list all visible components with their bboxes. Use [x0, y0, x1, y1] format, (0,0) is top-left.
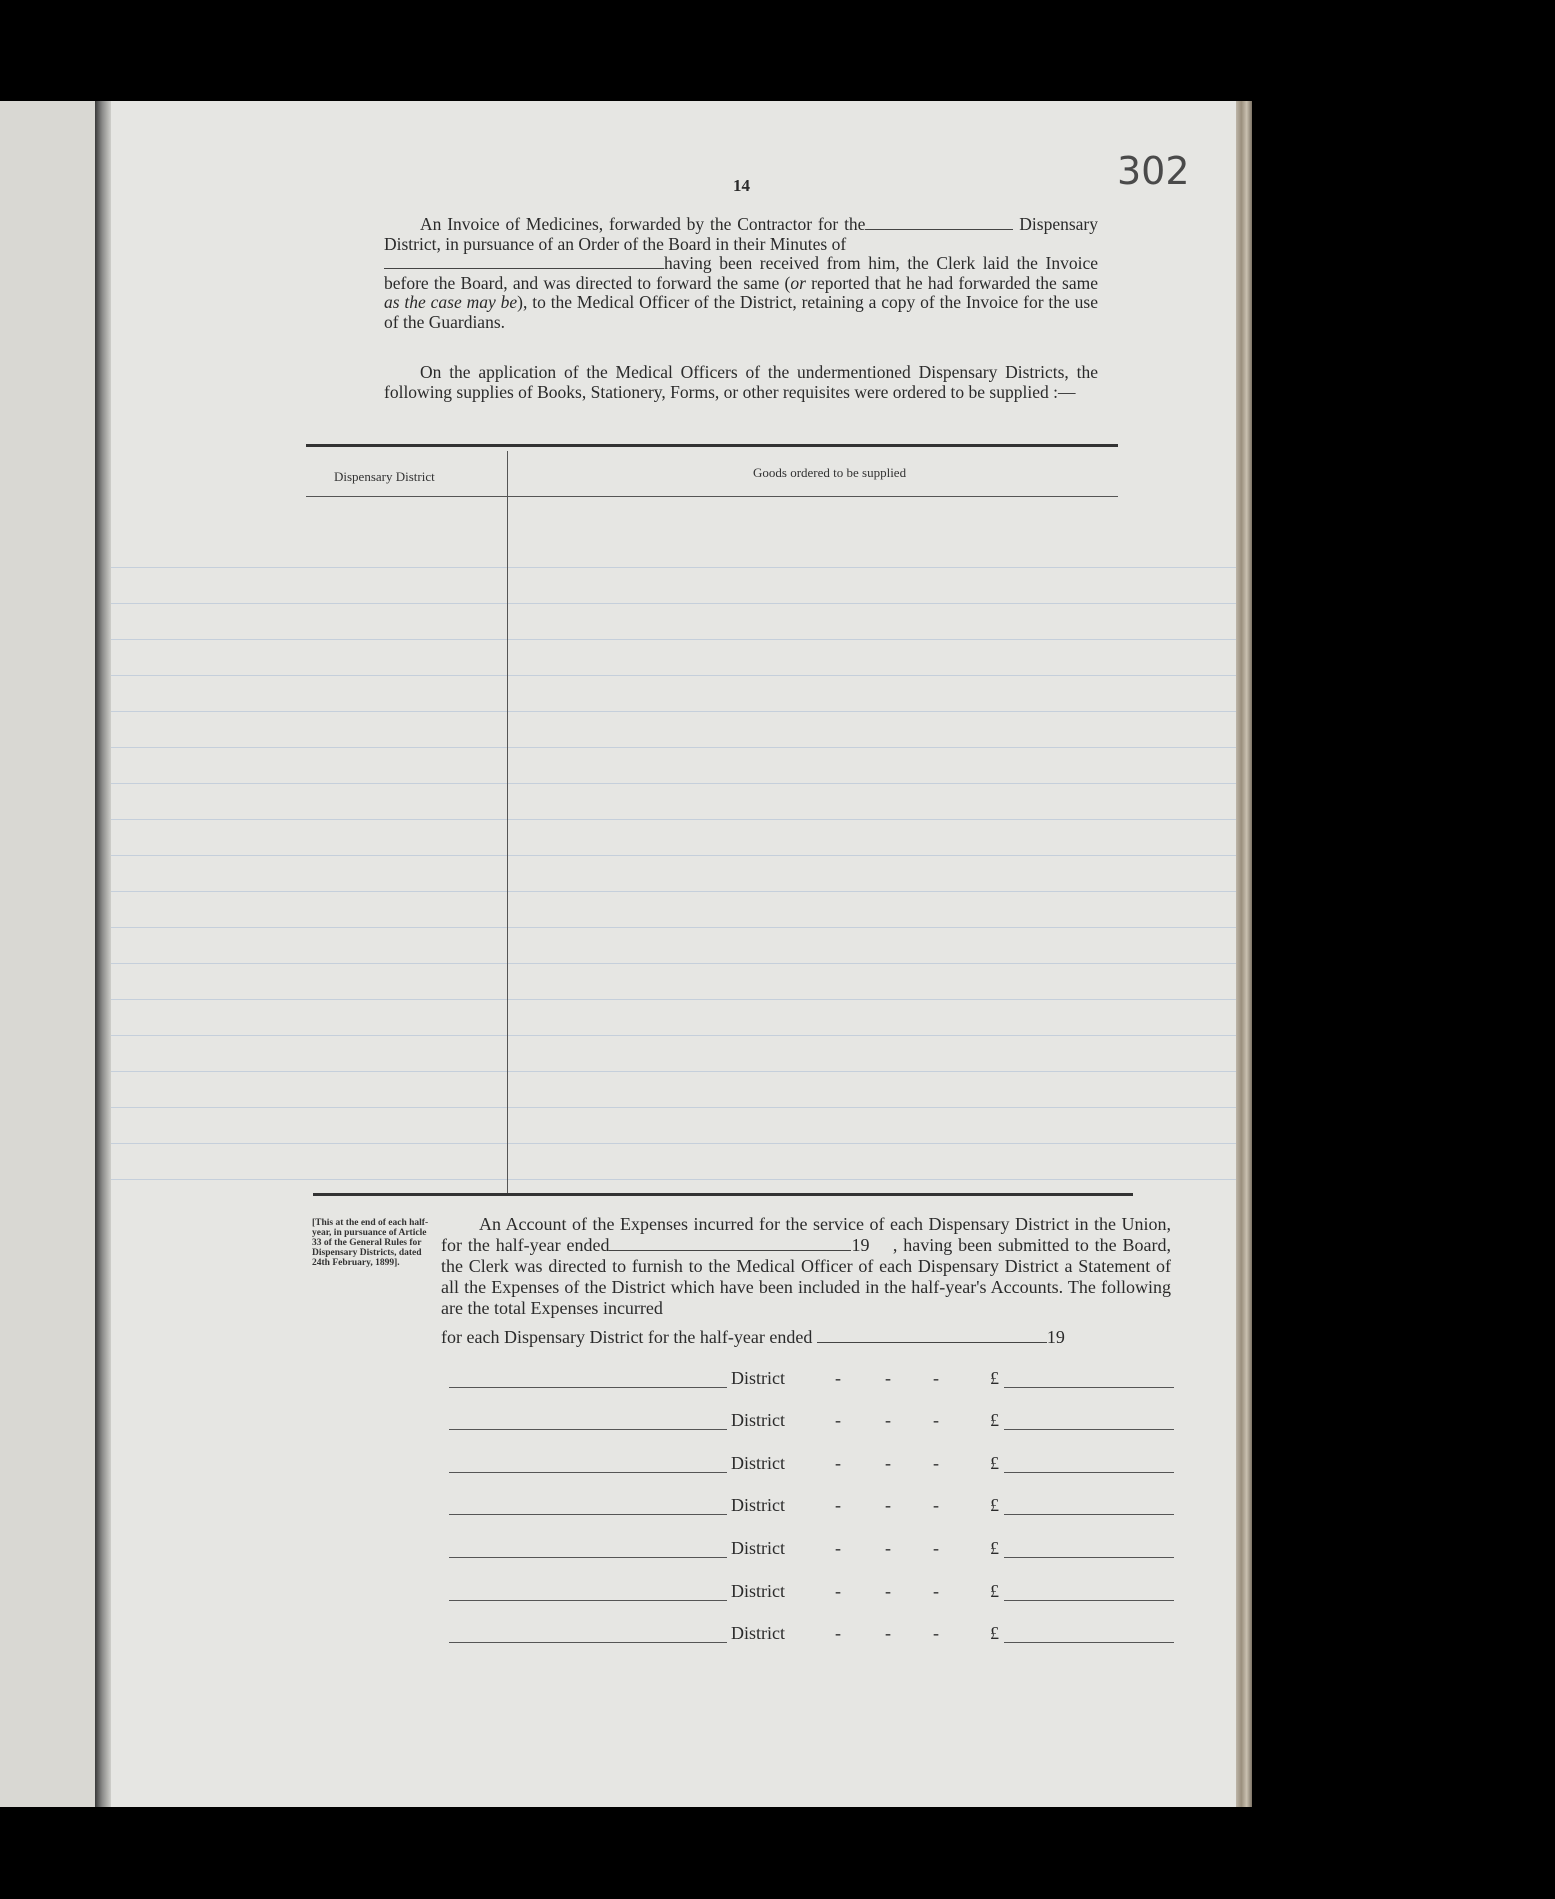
- ruled-line: [111, 1143, 1236, 1144]
- district-name-blank: [449, 1600, 727, 1601]
- ruled-line: [111, 1179, 1236, 1180]
- leader-dash: -: [885, 1623, 891, 1643]
- amount-blank: [1004, 1514, 1174, 1515]
- pound-sign: £: [990, 1495, 999, 1515]
- application-paragraph: On the application of the Medical Officers of the undermentioned Dispensary Districts, the following supplies of Books, Stationery, Forms, or other requisites were ordered to be supplied :—: [384, 362, 1098, 402]
- leader-dash: -: [933, 1623, 939, 1643]
- amount-blank: [1004, 1557, 1174, 1558]
- invoice-text-4: reported that he had forwarded the same: [805, 272, 1098, 293]
- district-name-blank: [449, 1429, 727, 1430]
- district-label: District: [731, 1368, 785, 1388]
- district-name-blank: [449, 1557, 727, 1558]
- book-gutter: [95, 101, 111, 1807]
- district-label: District: [731, 1410, 785, 1430]
- district-row: [449, 1536, 1174, 1562]
- district-row: [449, 1451, 1174, 1477]
- table-header-rule: [306, 496, 1118, 497]
- leader-dash: -: [835, 1368, 841, 1388]
- district-name-blank: [449, 1514, 727, 1515]
- account-year-2: 19: [1046, 1327, 1065, 1347]
- folio-number: 302: [1117, 149, 1190, 193]
- ruled-line: [111, 711, 1236, 712]
- ruled-line: [111, 1035, 1236, 1036]
- leader-dash: -: [933, 1410, 939, 1430]
- leader-dash: -: [933, 1581, 939, 1601]
- amount-blank: [1004, 1472, 1174, 1473]
- district-row: [449, 1493, 1174, 1519]
- column-header-district: Dispensary District: [334, 469, 435, 484]
- amount-blank: [1004, 1429, 1174, 1430]
- pound-sign: £: [990, 1623, 999, 1643]
- leader-dash: -: [885, 1581, 891, 1601]
- ruled-line: [111, 891, 1236, 892]
- ruled-line: [111, 927, 1236, 928]
- ruled-line: [111, 819, 1236, 820]
- table-top-rule: [306, 444, 1118, 447]
- leader-dash: -: [933, 1538, 939, 1558]
- district-row: [449, 1366, 1174, 1392]
- table-column-divider: [507, 451, 508, 1193]
- ruled-line: [111, 855, 1236, 856]
- amount-blank: [1004, 1387, 1174, 1388]
- invoice-text-1: An Invoice of Medicines, forwarded by the Contractor for the: [420, 214, 866, 234]
- ruled-line: [111, 639, 1236, 640]
- ruled-line: [111, 603, 1236, 604]
- amount-blank: [1004, 1642, 1174, 1643]
- half-year-blank-2: [817, 1341, 1047, 1343]
- district-label: District: [731, 1538, 785, 1558]
- ruled-line: [111, 963, 1236, 964]
- contractor-blank: [865, 228, 1013, 230]
- account-year-1: 19: [851, 1235, 870, 1255]
- ruled-line: [111, 1071, 1236, 1072]
- pound-sign: £: [990, 1410, 999, 1430]
- invoice-text-2: Dispensary District, in pursuance of an Order of the Board in their Minutes of: [384, 214, 1099, 254]
- leader-dash: -: [885, 1410, 891, 1430]
- pound-sign: £: [990, 1538, 999, 1558]
- leader-dash: -: [885, 1368, 891, 1388]
- invoice-paragraph: [384, 215, 1098, 332]
- ruled-line: [111, 783, 1236, 784]
- leader-dash: -: [933, 1453, 939, 1473]
- district-label: District: [731, 1581, 785, 1601]
- ruled-line: [111, 675, 1236, 676]
- pound-sign: £: [990, 1368, 999, 1388]
- ruled-line: [111, 999, 1236, 1000]
- district-row: [449, 1408, 1174, 1434]
- leader-dash: -: [885, 1453, 891, 1473]
- page-edge: [1236, 101, 1252, 1807]
- facing-page: [0, 101, 98, 1807]
- document-page: [111, 101, 1236, 1807]
- ruled-line: [111, 1107, 1236, 1108]
- ruled-line: [111, 567, 1236, 568]
- account-text-2: , having been submitted to the Board, the Clerk was directed to furnish to the Medical Officer of each Dispensary District a Statement of all the Expenses of the District which have been included in the half-year's Accounts. The following are the total Expenses incurred: [441, 1235, 1172, 1318]
- district-name-blank: [449, 1387, 727, 1388]
- leader-dash: -: [835, 1538, 841, 1558]
- district-name-blank: [449, 1472, 727, 1473]
- leader-dash: -: [933, 1368, 939, 1388]
- leader-dash: -: [885, 1495, 891, 1515]
- district-label: District: [731, 1623, 785, 1643]
- amount-blank: [1004, 1600, 1174, 1601]
- district-row: [449, 1579, 1174, 1605]
- ruled-line: [111, 747, 1236, 748]
- leader-dash: -: [933, 1495, 939, 1515]
- table-bottom-rule: [313, 1193, 1133, 1196]
- invoice-text-5: ), to the Medical Officer of the District, retaining a copy of the Invoice for the use of the Guardians.: [384, 292, 1098, 332]
- district-name-blank: [449, 1642, 727, 1643]
- invoice-text-3: having been received from him, the Clerk laid the Invoice before the Board, and was directed to forward the same (: [384, 253, 1098, 293]
- leader-dash: -: [835, 1623, 841, 1643]
- page-number: 14: [733, 176, 750, 195]
- half-year-blank: [609, 1249, 851, 1251]
- leader-dash: -: [835, 1410, 841, 1430]
- leader-dash: -: [835, 1453, 841, 1473]
- account-text-3: for each Dispensary District for the half-year ended: [441, 1327, 813, 1347]
- leader-dash: -: [835, 1581, 841, 1601]
- account-text-1: An Account of the Expenses incurred for the service of each Dispensary District in the Union, for the half-year ended: [441, 1214, 1171, 1255]
- leader-dash: -: [835, 1495, 841, 1515]
- invoice-italic-1: or: [790, 272, 806, 293]
- column-header-goods: Goods ordered to be supplied: [753, 465, 907, 480]
- district-row: [449, 1621, 1174, 1647]
- district-label: District: [731, 1495, 785, 1515]
- account-paragraph: [441, 1214, 1171, 1348]
- invoice-italic-2: as the case may be: [384, 292, 518, 312]
- district-label: District: [731, 1453, 785, 1473]
- pound-sign: £: [990, 1581, 999, 1601]
- pound-sign: £: [990, 1453, 999, 1473]
- leader-dash: -: [885, 1538, 891, 1558]
- minutes-blank: [384, 267, 664, 269]
- margin-note: [This at the end of each half-year, in pursuance of Article 33 of the General Rules for Dispensary Districts, dated 24th February, 1899].: [312, 1218, 429, 1268]
